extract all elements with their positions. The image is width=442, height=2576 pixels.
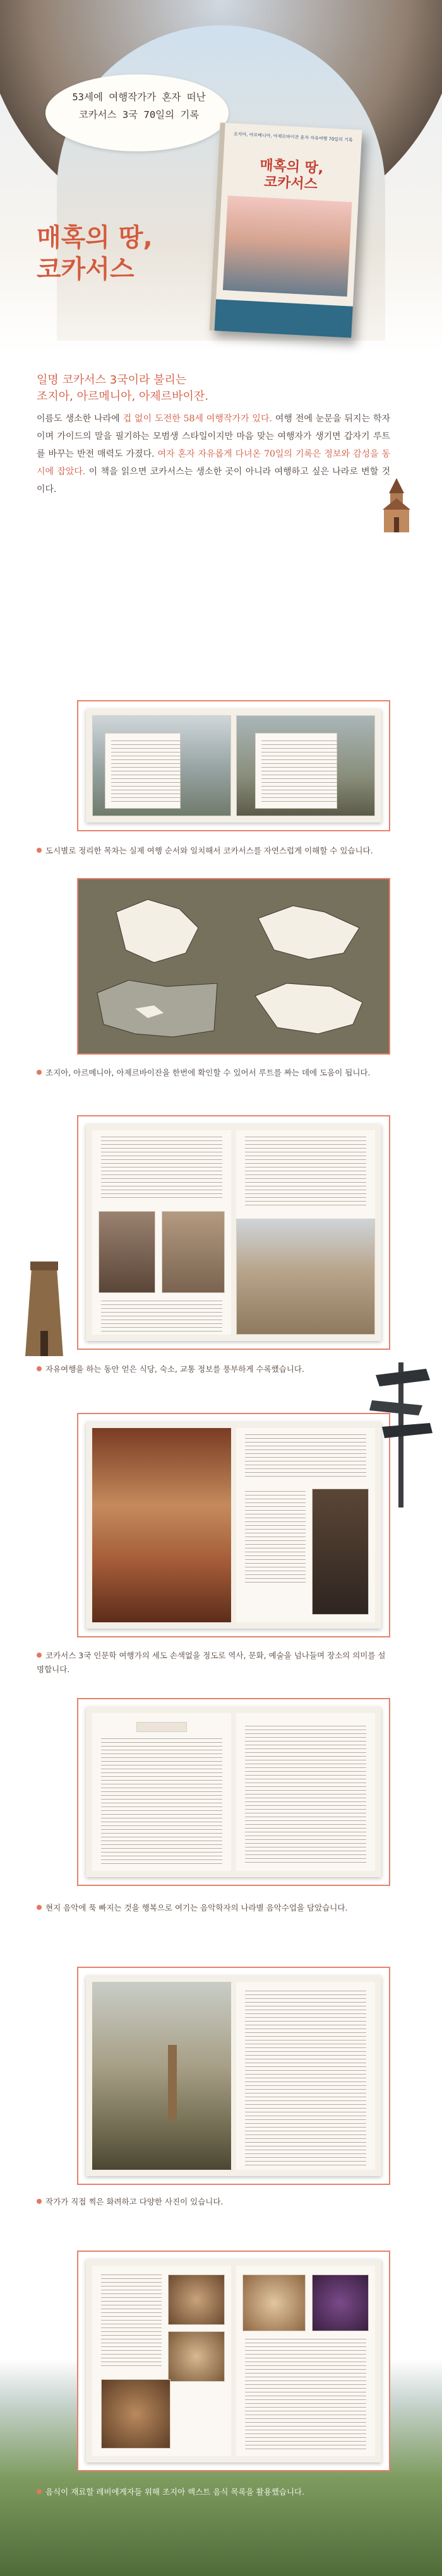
toc-left-page: [92, 715, 231, 816]
culture-right-page: [236, 1428, 375, 1622]
food-photo-3: [101, 2379, 170, 2449]
map-azerbaijan: [249, 893, 369, 969]
section-5-frame: [77, 1698, 390, 1886]
section-5-caption: [37, 1901, 390, 1915]
food-photo-1: [168, 2274, 225, 2325]
hero-title: [37, 222, 153, 285]
food-spread-image: [86, 2259, 381, 2462]
section-2-caption: [37, 1066, 390, 1080]
photo-spread-image: [86, 1976, 381, 2176]
food-photo-2: [168, 2331, 225, 2382]
info-right-photo: [236, 1219, 375, 1335]
section-6-frame: [77, 1967, 390, 2185]
photo-right-lines: [245, 1991, 366, 2167]
food-right-page: [236, 2266, 375, 2456]
toc-spread-image: [86, 709, 381, 823]
tagline-line-2: 코카서스 3국 70일의 기록: [78, 109, 200, 120]
caption-bullet-icon: [37, 1366, 42, 1371]
section-5-caption-text: 현지 음악에 푹 빠지는 것을 행복으로 여기는 음악학자의 나라별 음악수업을 담았습니다.: [45, 1903, 348, 1912]
section-6-caption: [37, 2195, 390, 2209]
intro-heading-2: 조지아, 아르메니아, 아제르바이잔.: [37, 390, 209, 403]
culture-right-photo: [312, 1489, 369, 1615]
hero-title-line-1: 매혹의 땅,: [37, 223, 153, 252]
toc-left-lines: [111, 741, 181, 804]
book-title-line-1: 매혹의 땅,: [259, 157, 324, 177]
culture-right-lines-1: [245, 1434, 366, 1478]
section-7-caption-text: 음식이 재료할 레비에게자들 위해 조지아 렉스트 음식 목록을 활용했습니다.: [45, 2487, 305, 2497]
signpost-illustration: [369, 1350, 433, 1508]
info-spread-image: [86, 1124, 381, 1341]
caption-bullet-icon: [37, 848, 42, 853]
music-left-lines: [101, 1738, 222, 1865]
food-left-lines: [101, 2274, 162, 2369]
music-left-page: [92, 1713, 231, 1871]
food-right-lines: [245, 2339, 366, 2452]
music-right-lines: [245, 1726, 366, 1865]
intro-text-2: 여행 전에 눈문을 뒤지는 학자이며 가이드의 말을 필기하는 모범생 스타일이지만 마음 맞는 여행자가 생기면 갑자기 루트를 바꾸는 반전 매력도 가졌다.: [37, 414, 390, 459]
section-7-caption: [37, 2485, 390, 2499]
photo-left-landscape: [92, 1982, 231, 2170]
music-right-page: [236, 1713, 375, 1871]
culture-spread-image: [86, 1422, 381, 1629]
caption-bullet-icon: [37, 1070, 42, 1075]
section-4-caption-text: 코카서스 3국 인문학 여행가의 세도 손색없을 정도로 역사, 문화, 예술을 넘나들며 장소의 의미를 설명합니다.: [37, 1651, 386, 1674]
tower-icon: [13, 1255, 76, 1362]
section-4-caption: [37, 1649, 390, 1677]
section-3-caption: [37, 1362, 390, 1376]
section-1-caption-text: 도시별로 정리한 목차는 실제 여행 순서와 일치해서 코카서스를 자연스럽게 이해할 수 있습니다.: [45, 846, 373, 855]
section-3-frame: [77, 1115, 390, 1350]
food-photo-4: [242, 2274, 306, 2331]
hero-tagline: [51, 88, 227, 124]
info-left-lines-1: [101, 1137, 222, 1200]
food-photo-5: [312, 2274, 369, 2331]
music-spread-image: [86, 1707, 381, 1877]
photo-left-tower: [168, 2045, 177, 2121]
culture-right-lines-2: [245, 1491, 306, 1586]
caption-bullet-icon: [37, 2489, 42, 2494]
intro-text-1: 이름도 생소한 나라에: [37, 414, 123, 424]
info-left-lines-2: [101, 1301, 222, 1332]
section-6-caption-text: 작가가 직접 찍은 화려하고 다양한 사진이 있습니다.: [45, 2197, 224, 2206]
culture-left-photo: [92, 1428, 231, 1622]
music-left-header: [136, 1722, 187, 1732]
intro-heading-1: 일명 코카서스 3국이라 불리는: [37, 373, 187, 387]
section-2-caption-text: 조지아, 아르메니아, 아제르바이잔을 한번에 확인할 수 있어서 루트를 짜는 데에 도움이 됩니다.: [45, 1068, 371, 1077]
caption-bullet-icon: [37, 1653, 42, 1658]
info-left-page: [92, 1130, 231, 1335]
church-illustration: [379, 477, 414, 534]
section-3-caption-text: 자유여행을 하는 동안 얻은 식당, 숙소, 교통 정보를 풍부하게 수록했습니다.: [45, 1364, 304, 1374]
section-2-frame: [77, 878, 390, 1055]
book-title-line-2: 코카서스: [263, 174, 318, 193]
toc-right-lines: [261, 741, 337, 804]
caption-bullet-icon: [37, 2199, 42, 2204]
intro-body: [37, 410, 390, 498]
intro-text-3: 이 책을 읽으면 코카서스는 생소한 곳이 아니라 여행하고 싶은 나라로 변할 것이다.: [37, 467, 390, 495]
hero-title-line-2: 코카서스: [37, 255, 134, 284]
section-4-frame: [77, 1413, 390, 1637]
intro-highlight-2: 여자 혼자 자유롭게 다녀온 70일의 기록은 정보와 감성을 동시에 잡았다.: [37, 449, 391, 477]
tagline-line-1: 53세에 여행작가가 혼자 떠난: [72, 91, 206, 103]
book-cover-title: [222, 156, 360, 196]
info-left-photo-2: [162, 1211, 225, 1293]
book-cover-photo: [223, 196, 352, 296]
section-1-caption: [37, 844, 390, 858]
book-cover: [210, 122, 362, 337]
map-caucasus-region: [91, 974, 224, 1043]
section-1-frame: [77, 700, 390, 831]
info-right-lines: [245, 1137, 366, 1206]
info-left-photo-1: [99, 1211, 155, 1293]
tower-illustration: [13, 1255, 76, 1362]
section-7-frame: [77, 2251, 390, 2471]
toc-right-page: [236, 715, 375, 816]
caption-bullet-icon: [37, 1905, 42, 1910]
book-cover-header: 조지아, 아르메니아, 아제르바이잔 혼자 자유여행 70일의 기록: [233, 131, 353, 143]
photo-right-page: [236, 1982, 375, 2170]
info-right-page: [236, 1130, 375, 1335]
map-georgia: [249, 974, 369, 1043]
intro-highlight-1: 겁 없이 도전한 58세 여행작가가 있다.: [122, 414, 272, 424]
map-armenia: [104, 893, 217, 969]
food-left-page: [92, 2266, 231, 2456]
